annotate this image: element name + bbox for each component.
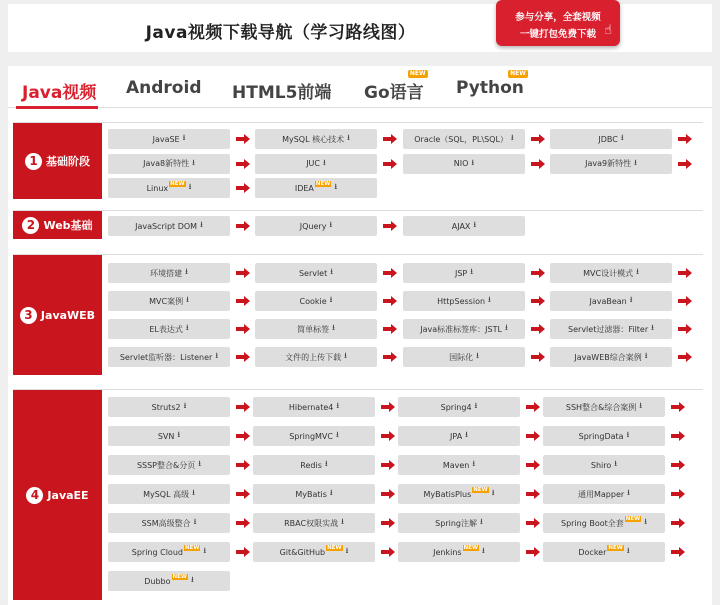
download-link-item[interactable] xyxy=(543,455,665,475)
tab-label: HTML5前端 xyxy=(232,83,332,103)
item-label: Dubbo xyxy=(144,576,171,586)
arrow-right-icon xyxy=(531,324,545,334)
arrow-right-icon xyxy=(236,431,250,441)
new-badge: NEW xyxy=(172,574,187,580)
download-icon: ⭳ xyxy=(473,220,477,229)
download-link-item[interactable] xyxy=(108,542,230,562)
download-link-item[interactable] xyxy=(550,347,672,367)
item-label: EL表达式 xyxy=(149,324,183,334)
arrow-right-icon xyxy=(381,431,395,441)
item-label: JDBC xyxy=(598,134,618,144)
item-label: Linux xyxy=(146,183,169,193)
section-title: 基础阶段 xyxy=(46,155,90,168)
download-link-item[interactable] xyxy=(550,129,672,149)
arrow-right-icon xyxy=(678,268,692,278)
arrow-right-icon xyxy=(531,268,545,278)
download-icon: ⭳ xyxy=(200,220,203,229)
section-1 xyxy=(13,122,703,199)
arrow-right-icon xyxy=(236,460,250,470)
item-label: Servlet xyxy=(298,268,328,278)
arrow-right-icon xyxy=(531,296,545,306)
item-label: SVN xyxy=(157,431,175,441)
download-icon: ⭳ xyxy=(344,351,347,360)
arrow-right-icon xyxy=(526,431,540,441)
content-panel xyxy=(8,66,712,605)
item-label: SpringData xyxy=(578,431,624,441)
download-icon: ⭳ xyxy=(639,401,643,410)
download-icon: ⭳ xyxy=(329,295,333,304)
download-link-item[interactable] xyxy=(255,291,377,311)
item-label: SSM高级整合 xyxy=(141,518,191,528)
section-4 xyxy=(13,389,703,600)
hand-pointer-icon: ☝ xyxy=(604,23,612,38)
new-badge: NEW xyxy=(327,545,342,551)
arrow-right-icon xyxy=(526,518,540,528)
item-label: JUC xyxy=(306,159,320,168)
download-icon: ⭳ xyxy=(644,517,648,526)
download-link-item[interactable] xyxy=(543,484,665,504)
download-icon: ⭳ xyxy=(177,430,181,439)
tab-label: Python xyxy=(456,78,524,98)
download-link-item[interactable] xyxy=(253,455,375,475)
item-label: Maven xyxy=(442,460,470,470)
download-link-item[interactable] xyxy=(108,426,230,446)
item-label: Git&GitHub xyxy=(279,547,326,557)
download-icon: ⭳ xyxy=(620,133,624,142)
download-icon: ⭳ xyxy=(472,459,476,468)
download-link-item[interactable] xyxy=(108,129,230,149)
arrow-right-icon xyxy=(383,296,397,306)
download-link-item[interactable] xyxy=(403,319,525,339)
download-link-item[interactable] xyxy=(403,263,525,283)
tab-bar xyxy=(8,66,712,108)
section-number-icon: 2 xyxy=(22,217,39,234)
download-link-item[interactable] xyxy=(398,397,520,417)
download-icon: ⭳ xyxy=(198,459,202,468)
tab-go[interactable] xyxy=(364,70,426,103)
download-link-item[interactable] xyxy=(398,542,520,562)
arrow-right-icon xyxy=(671,518,685,528)
download-link-item[interactable] xyxy=(550,154,672,174)
download-link-item[interactable] xyxy=(398,513,520,533)
download-link-item[interactable] xyxy=(255,178,377,198)
item-label: JavaScript DOM xyxy=(135,221,198,231)
download-link-item[interactable] xyxy=(108,263,230,283)
item-label: JavaBean xyxy=(589,296,627,306)
tab-label: Java视频 xyxy=(22,83,97,103)
new-badge: NEW xyxy=(625,516,641,522)
download-icon: ⭳ xyxy=(323,157,326,167)
arrow-right-icon xyxy=(671,489,685,499)
download-link-item[interactable] xyxy=(255,154,377,174)
download-link-item[interactable] xyxy=(543,542,665,562)
download-icon: ⭳ xyxy=(203,546,207,555)
arrow-right-icon xyxy=(236,324,250,334)
download-link-item[interactable] xyxy=(543,397,665,417)
download-link-item[interactable] xyxy=(255,216,377,236)
item-label: Struts2 xyxy=(151,402,181,412)
download-link-item[interactable] xyxy=(108,347,230,367)
download-link-item[interactable] xyxy=(398,484,520,504)
arrow-right-icon xyxy=(381,460,395,470)
download-link-item[interactable] xyxy=(253,397,375,417)
new-badge: NEW xyxy=(315,181,331,187)
new-badge: NEW xyxy=(510,70,526,77)
arrow-right-icon xyxy=(236,221,250,231)
download-icon: ⭳ xyxy=(345,546,349,555)
section-2 xyxy=(13,210,703,239)
arrow-right-icon xyxy=(236,268,250,278)
download-icon: ⭳ xyxy=(626,430,630,439)
item-label: AJAX xyxy=(451,221,471,231)
item-label: HttpSession xyxy=(437,296,486,306)
download-icon: ⭳ xyxy=(626,546,630,555)
download-icon: ⭳ xyxy=(476,351,479,360)
download-icon: ⭳ xyxy=(651,323,654,332)
section-number-icon: 1 xyxy=(25,153,42,170)
download-icon: ⭳ xyxy=(471,157,475,167)
arrow-right-icon xyxy=(236,518,250,528)
arrow-right-icon xyxy=(678,159,692,169)
arrow-right-icon xyxy=(531,159,545,169)
item-label: SpringMVC xyxy=(289,431,333,441)
download-link-item[interactable] xyxy=(108,455,230,475)
download-icon: ⭳ xyxy=(193,517,197,526)
promo-line-2: 一键打包免费下载 xyxy=(519,29,596,40)
download-icon: ⭳ xyxy=(329,220,333,229)
section-3 xyxy=(13,254,703,375)
arrow-right-icon xyxy=(236,547,250,557)
download-icon: ⭳ xyxy=(341,517,344,526)
item-label: IDEA xyxy=(294,183,314,193)
download-icon: ⭳ xyxy=(186,295,189,304)
item-label: 文件的上传下载 xyxy=(285,352,342,362)
download-link-item[interactable] xyxy=(108,513,230,533)
arrow-right-icon xyxy=(236,134,250,144)
item-label: RBAC权限实战 xyxy=(284,518,339,528)
item-label: 环境搭建 xyxy=(150,268,183,278)
download-link-item[interactable] xyxy=(253,484,375,504)
download-link-item[interactable] xyxy=(108,216,230,236)
arrow-right-icon xyxy=(671,402,685,412)
download-link-item[interactable] xyxy=(253,513,375,533)
download-icon: ⭳ xyxy=(185,323,189,332)
item-label: JSP xyxy=(454,268,468,278)
download-link-item[interactable] xyxy=(543,513,665,533)
download-icon: ⭳ xyxy=(491,488,495,497)
download-icon: ⭳ xyxy=(504,323,508,332)
download-icon: ⭳ xyxy=(192,157,195,167)
item-label: Servlet监听器：Listener xyxy=(119,352,213,362)
download-link-item[interactable] xyxy=(403,347,525,367)
arrow-right-icon xyxy=(383,134,397,144)
item-label: Spring Boot全套 xyxy=(560,518,624,528)
active-tab-underline xyxy=(16,106,98,109)
arrow-right-icon xyxy=(526,489,540,499)
section-number-icon: 4 xyxy=(26,487,43,504)
download-icon: ⭳ xyxy=(470,267,474,276)
download-icon: ⭳ xyxy=(330,267,334,276)
download-icon: ⭳ xyxy=(182,133,186,142)
download-link-item[interactable] xyxy=(550,291,672,311)
section-label xyxy=(13,255,102,375)
item-label: Docker xyxy=(578,547,607,557)
item-label: Cookie xyxy=(299,296,327,306)
download-link-item[interactable] xyxy=(108,397,230,417)
item-label: SSH整合&综合案例 xyxy=(565,402,637,412)
download-link-item[interactable] xyxy=(108,319,230,339)
download-icon: ⭳ xyxy=(510,133,514,142)
download-icon: ⭳ xyxy=(644,351,648,360)
download-link-item[interactable] xyxy=(108,571,230,591)
download-icon: ⭳ xyxy=(629,295,633,304)
tab-android[interactable] xyxy=(126,78,202,98)
item-label: NIO xyxy=(453,159,469,168)
section-title: JavaWEB xyxy=(40,308,96,322)
arrow-right-icon xyxy=(531,134,545,144)
download-link-item[interactable] xyxy=(403,291,525,311)
new-badge: NEW xyxy=(170,181,185,187)
item-label: JQuery xyxy=(299,221,327,231)
download-link-item[interactable] xyxy=(550,263,672,283)
arrow-right-icon xyxy=(383,268,397,278)
item-label: Spring注解 xyxy=(435,518,477,528)
tab-label: Android xyxy=(126,78,202,98)
section-number-icon: 3 xyxy=(20,307,37,324)
tab-java[interactable] xyxy=(22,78,96,103)
download-icon: ⭳ xyxy=(488,295,491,304)
download-icon: ⭳ xyxy=(474,401,478,410)
item-label: Jenkins xyxy=(433,547,462,557)
item-label: Java标准标签库：JSTL xyxy=(420,324,502,334)
item-label: Spring4 xyxy=(440,402,472,412)
arrow-right-icon xyxy=(671,460,685,470)
arrow-right-icon xyxy=(531,352,545,362)
arrow-right-icon xyxy=(236,183,250,193)
download-link-item[interactable] xyxy=(108,484,230,504)
download-icon: ⭳ xyxy=(465,430,468,439)
item-label: 通用Mapper xyxy=(578,489,625,499)
download-link-item[interactable] xyxy=(108,178,230,198)
arrow-right-icon xyxy=(671,547,685,557)
arrow-right-icon xyxy=(526,547,540,557)
new-badge: NEW xyxy=(473,487,488,493)
section-title: Web基础 xyxy=(43,219,93,232)
item-label: JavaWEB综合案例 xyxy=(574,352,642,362)
download-icon: ⭳ xyxy=(215,351,219,360)
download-icon: ⭳ xyxy=(332,323,335,332)
item-label: MVC案例 xyxy=(149,296,184,306)
header-bar xyxy=(8,4,712,52)
arrow-right-icon xyxy=(671,431,685,441)
arrow-right-icon xyxy=(383,159,397,169)
item-label: Servlet过滤器：Filter xyxy=(568,324,649,334)
arrow-right-icon xyxy=(381,547,395,557)
item-label: Hibernate4 xyxy=(288,402,334,412)
promo-line-1: 参与分享，全套视频 xyxy=(515,12,601,23)
item-label: Spring Cloud xyxy=(131,547,183,557)
page-title: Java视频下载导航（学习路线图） xyxy=(145,23,416,43)
download-link-item[interactable] xyxy=(255,319,377,339)
new-badge: NEW xyxy=(608,545,623,551)
arrow-right-icon xyxy=(678,296,692,306)
new-badge: NEW xyxy=(184,545,200,551)
download-icon: ⭳ xyxy=(482,546,485,555)
tab-html5[interactable] xyxy=(232,78,331,103)
download-icon: ⭳ xyxy=(183,401,187,410)
promo-download-button[interactable] xyxy=(496,0,620,46)
download-icon: ⭳ xyxy=(190,575,194,584)
download-icon: ⭳ xyxy=(480,517,483,526)
arrow-right-icon xyxy=(526,460,540,470)
item-label: JavaSE xyxy=(152,134,180,144)
item-label: MyBatisPlus xyxy=(423,489,472,499)
download-link-item[interactable] xyxy=(255,347,377,367)
item-label: MVC设计模式 xyxy=(583,268,634,278)
download-link-item[interactable] xyxy=(398,455,520,475)
download-link-item[interactable] xyxy=(108,154,230,174)
item-label: SSSP整合&分页 xyxy=(136,460,196,470)
download-icon: ⭳ xyxy=(185,267,188,276)
arrow-right-icon xyxy=(236,352,250,362)
download-icon: ⭳ xyxy=(192,488,195,497)
item-label: JPA xyxy=(450,431,463,441)
arrow-right-icon xyxy=(678,134,692,144)
arrow-right-icon xyxy=(383,352,397,362)
item-label: Oracle（SQL，PL\SQL） xyxy=(414,134,508,144)
download-icon: ⭳ xyxy=(334,182,338,191)
download-icon: ⭳ xyxy=(634,157,637,167)
download-icon: ⭳ xyxy=(329,488,333,497)
download-icon: ⭳ xyxy=(347,133,350,142)
download-link-item[interactable] xyxy=(253,426,375,446)
download-link-item[interactable] xyxy=(550,319,672,339)
section-label xyxy=(13,123,102,199)
tab-label: Go语言 xyxy=(364,83,424,103)
arrow-right-icon xyxy=(526,402,540,412)
download-link-item[interactable] xyxy=(255,263,377,283)
arrow-right-icon xyxy=(383,221,397,231)
arrow-right-icon xyxy=(678,324,692,334)
download-link-item[interactable] xyxy=(108,291,230,311)
item-label: MyBatis xyxy=(295,489,327,499)
download-link-item[interactable] xyxy=(398,426,520,446)
section-label xyxy=(13,390,102,600)
item-label: Java9新特性 xyxy=(585,159,632,168)
item-label: MySQL 高级 xyxy=(143,489,190,499)
arrow-right-icon xyxy=(236,489,250,499)
item-label: Java8新特性 xyxy=(143,159,190,168)
arrow-right-icon xyxy=(236,402,250,412)
arrow-right-icon xyxy=(381,402,395,412)
section-title: JavaEE xyxy=(47,488,89,502)
section-label xyxy=(13,211,102,239)
new-badge: NEW xyxy=(463,545,479,551)
item-label: MySQL 核心技术 xyxy=(282,134,345,144)
item-label: Redis xyxy=(300,460,322,470)
download-link-item[interactable] xyxy=(543,426,665,446)
download-icon: ⭳ xyxy=(614,459,618,468)
arrow-right-icon xyxy=(381,489,395,499)
arrow-right-icon xyxy=(236,159,250,169)
download-link-item[interactable] xyxy=(403,154,525,174)
arrow-right-icon xyxy=(236,296,250,306)
download-link-item[interactable] xyxy=(255,129,377,149)
download-link-item[interactable] xyxy=(253,542,375,562)
arrow-right-icon xyxy=(678,352,692,362)
item-label: 简单标签 xyxy=(297,324,330,334)
arrow-right-icon xyxy=(381,518,395,528)
download-icon: ⭳ xyxy=(188,182,192,191)
download-icon: ⭳ xyxy=(627,488,630,497)
arrow-right-icon xyxy=(383,324,397,334)
download-icon: ⭳ xyxy=(636,267,639,276)
download-icon: ⭳ xyxy=(336,401,340,410)
tab-python[interactable] xyxy=(456,70,526,98)
item-label: 国际化 xyxy=(449,352,474,362)
download-icon: ⭳ xyxy=(324,459,328,468)
item-label: Shiro xyxy=(590,460,612,470)
download-link-item[interactable] xyxy=(403,129,525,149)
download-link-item[interactable] xyxy=(403,216,525,236)
download-icon: ⭳ xyxy=(335,430,339,439)
new-badge: NEW xyxy=(409,70,426,77)
